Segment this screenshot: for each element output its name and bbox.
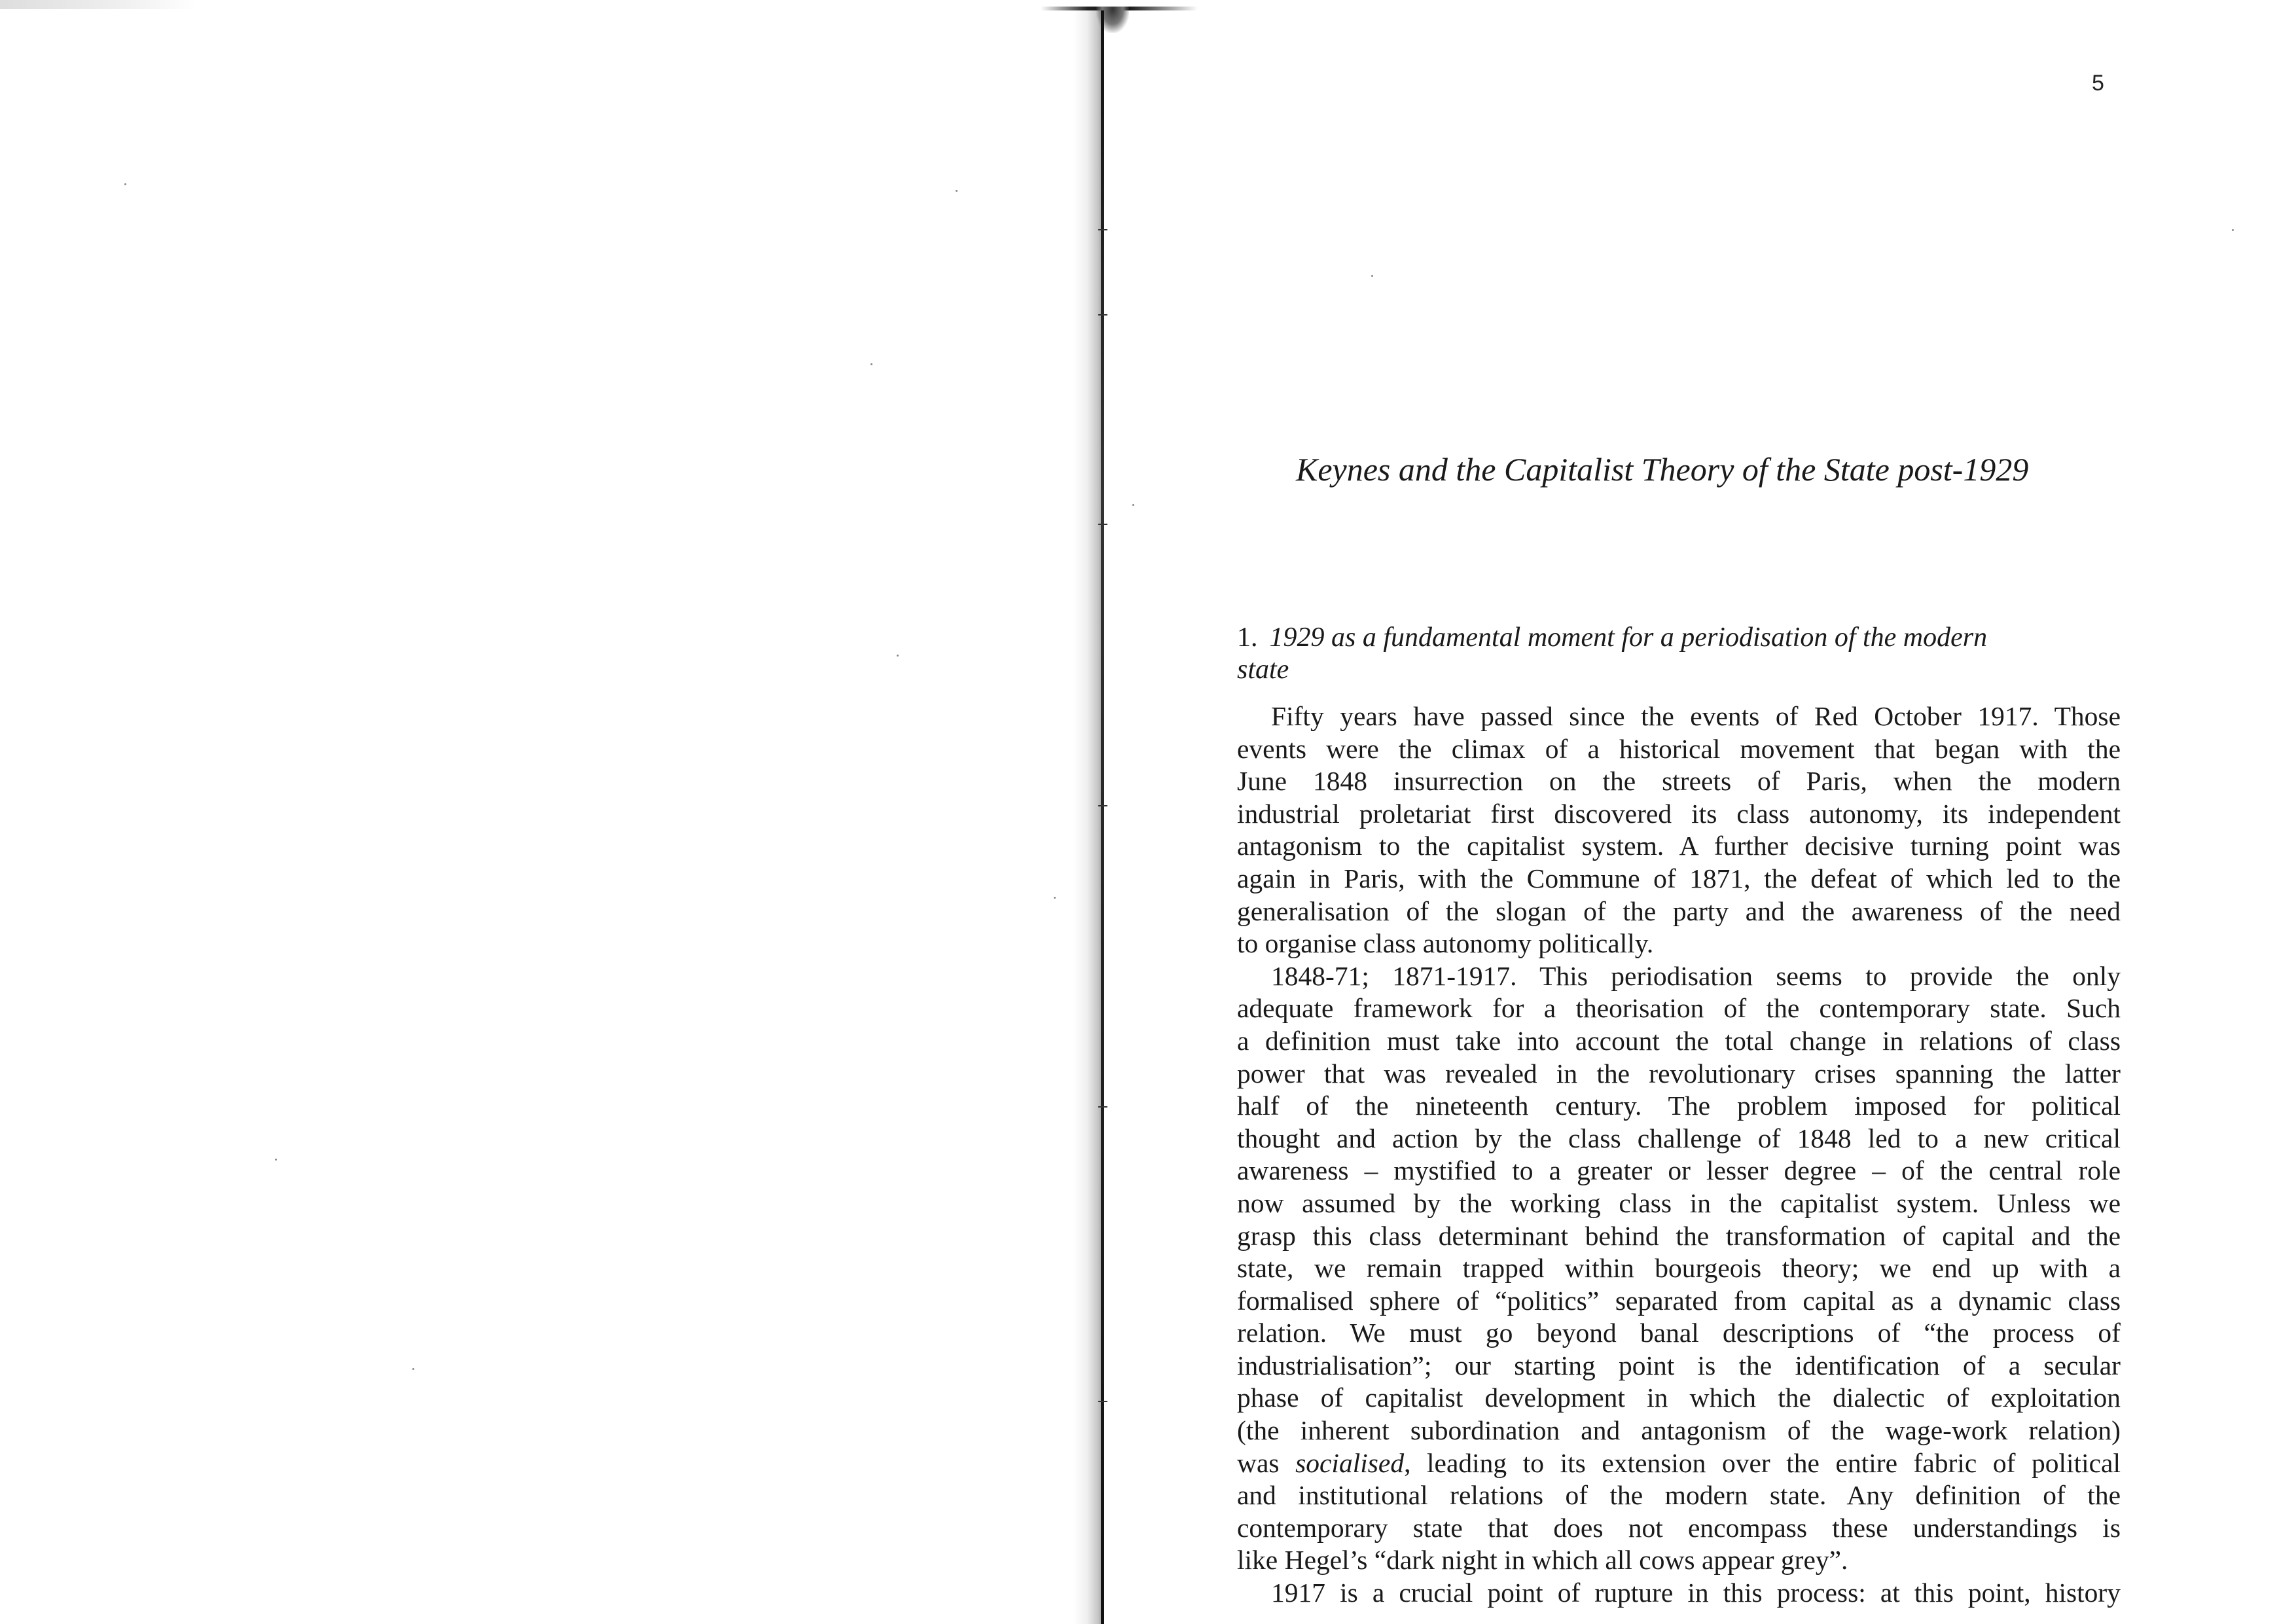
text-line: grasp this class determinant behind the transformation of capital and the <box>1237 1220 2121 1251</box>
text-fragment: , leading to its extension over the entire fabric of political <box>1404 1447 2121 1478</box>
spine-tick <box>1098 805 1107 806</box>
text-line: June 1848 insurrection on the streets of Paris, when the modern <box>1237 766 2121 797</box>
text-fragment: was <box>1237 1447 1296 1478</box>
scan-speck <box>1054 897 1056 899</box>
text-line: awareness – mystified to a greater or lesser degree – of the central role <box>1237 1155 2121 1186</box>
text-line: generalisation of the slogan of the party and the awareness of the need <box>1237 895 2121 926</box>
scan-speck <box>2232 229 2234 231</box>
spine-tick <box>1098 1106 1107 1108</box>
paragraph-2 <box>1237 960 2121 1577</box>
spine-tick <box>1098 524 1107 525</box>
spine-tick <box>1098 314 1107 316</box>
text-line: 1917 is a crucial point of rupture in this process: at this point, history <box>1271 1578 2121 1608</box>
scan-speck <box>870 363 872 365</box>
section-title-line-2: state <box>1237 655 1289 685</box>
paragraph-1 <box>1237 700 2121 960</box>
book-spine <box>1101 10 1104 1624</box>
text-line: again in Paris, with the Commune of 1871, the defeat of which led to the <box>1237 863 2121 893</box>
scan-speck <box>1371 275 1373 277</box>
text-line: industrialisation”; our starting point is the identification of a secular <box>1237 1350 2121 1380</box>
spine-tick <box>1098 1401 1107 1402</box>
text-line: and institutional relations of the modern state. Any definition of the <box>1237 1480 2121 1511</box>
text-line: phase of capitalist development in which the dialectic of exploitation <box>1237 1382 2121 1413</box>
text-line: state, we remain trapped within bourgeois theory; we end up with a <box>1237 1253 2121 1284</box>
section-number: 1. <box>1237 623 1258 653</box>
scan-speck <box>412 1368 414 1370</box>
text-line: thought and action by the class challenge of 1848 led to a new critical <box>1237 1123 2121 1153</box>
page-number: 5 <box>2092 71 2104 96</box>
text-line: adequate framework for a theorisation of the contemporary state. Such <box>1237 993 2121 1024</box>
spine-shadow <box>1073 10 1101 1624</box>
text-line: to organise class autonomy politically. <box>1237 928 1654 959</box>
text-line: a definition must take into account the total change in relations of class <box>1237 1025 2121 1056</box>
section-heading-line-1 <box>1237 622 2121 654</box>
spine-tick <box>1098 229 1107 230</box>
text-line: events were the climax of a historical movement that began with the <box>1237 733 2121 764</box>
text-line: 1848-71; 1871-1917. This periodisation seems to provide the only <box>1271 960 2121 991</box>
emphasis-socialised: socialised <box>1295 1447 1405 1478</box>
body-text <box>1237 700 2121 1610</box>
scan-edge-mark <box>0 0 196 9</box>
scan-speck <box>124 183 126 185</box>
text-line: Fifty years have passed since the events of Red October 1917. Those <box>1271 701 2121 731</box>
text-line: half of the nineteenth century. The problem imposed for political <box>1237 1091 2121 1121</box>
text-line: now assumed by the working class in the capitalist system. Unless we <box>1237 1187 2121 1218</box>
text-line: antagonism to the capitalist system. A further decisive turning point was <box>1237 831 2121 861</box>
text-line: (the inherent subordination and antagonism of the wage-work relation) <box>1237 1415 2121 1446</box>
scan-speck <box>1132 504 1134 506</box>
section-heading <box>1237 622 2121 686</box>
text-line: contemporary state that does not encompass these understandings is <box>1237 1512 2121 1543</box>
chapter-title: Keynes and the Capitalist Theory of the State post-1929 <box>1296 451 2029 488</box>
scan-speck <box>275 1159 277 1161</box>
text-line: industrial proletariat first discovered its class autonomy, its independent <box>1237 798 2121 829</box>
text-line: like Hegel’s “dark night in which all cows appear grey”. <box>1237 1545 1848 1576</box>
text-line: relation. We must go beyond banal descriptions of “the process of <box>1237 1318 2121 1348</box>
text-line-with-emphasis <box>1237 1447 2121 1480</box>
text-line: formalised sphere of “politics” separated from capital as a dynamic class <box>1237 1285 2121 1316</box>
paragraph-3 <box>1237 1577 2121 1610</box>
scan-speck <box>956 190 958 192</box>
text-line: power that was revealed in the revolutionary crises spanning the latter <box>1237 1058 2121 1089</box>
scan-speck <box>897 655 899 657</box>
section-title-line-1: 1929 as a fundamental moment for a periodisation of the modern <box>1269 623 1988 653</box>
